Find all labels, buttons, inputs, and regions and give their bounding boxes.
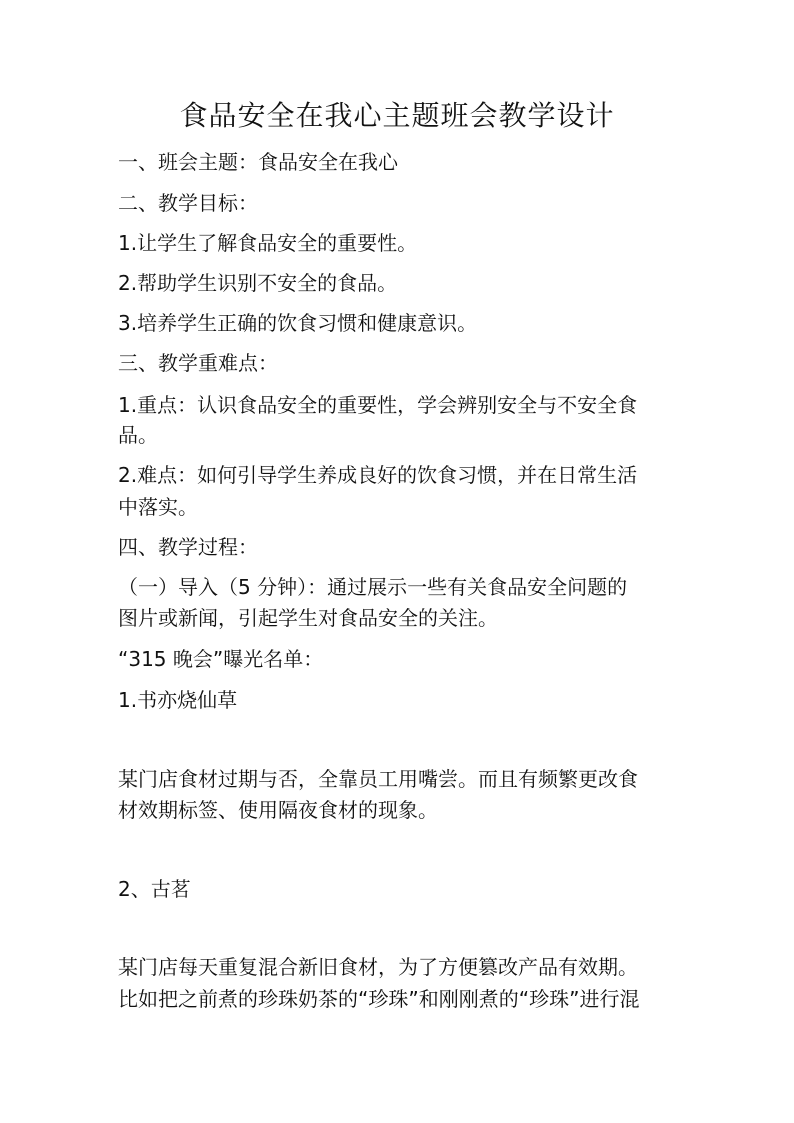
process-paragraph-line: （一）导入（5 分钟）：通过展示一些有关食品安全问题的 [118,575,628,599]
goal-item: 3.培养学生正确的饮食习惯和健康意识。 [118,311,478,335]
document-title: 食品安全在我心主题班会教学设计 [179,99,615,132]
process-paragraph-line: 图片或新闻，引起学生对食品安全的关注。 [118,606,498,630]
paragraph-line: 某门店每天重复混合新旧食材，为了方便篡改产品有效期。 [118,955,638,979]
section-heading-process: 四、教学过程： [118,535,258,559]
paragraph-line: 材效期标签、使用隔夜食材的现象。 [118,798,438,822]
section-heading-theme: 一、班会主题：食品安全在我心 [118,150,398,174]
key-point-line: 品。 [118,423,158,447]
section-heading-key-points: 三、教学重难点： [118,351,278,375]
paragraph-line: 某门店食材过期与否，全靠员工用嘴尝。而且有频繁更改食 [118,767,638,791]
exposure-list-heading: “315 晚会”曝光名单： [118,647,324,671]
key-point-line: 中落实。 [118,495,198,519]
goal-item: 1.让学生了解食品安全的重要性。 [118,231,418,255]
list-item-heading: 1.书亦烧仙草 [118,688,238,712]
key-point-line: 2.难点：如何引导学生养成良好的饮食习惯，并在日常生活 [118,463,638,487]
paragraph-line: 比如把之前煮的珍珠奶茶的“珍珠”和刚刚煮的“珍珠”进行混 [118,987,640,1011]
section-heading-goals: 二、教学目标： [118,191,258,215]
list-item-heading: 2、古茗 [118,877,191,901]
goal-item: 2.帮助学生识别不安全的食品。 [118,271,398,295]
key-point-line: 1.重点：认识食品安全的重要性，学会辨别安全与不安全食 [118,393,638,417]
